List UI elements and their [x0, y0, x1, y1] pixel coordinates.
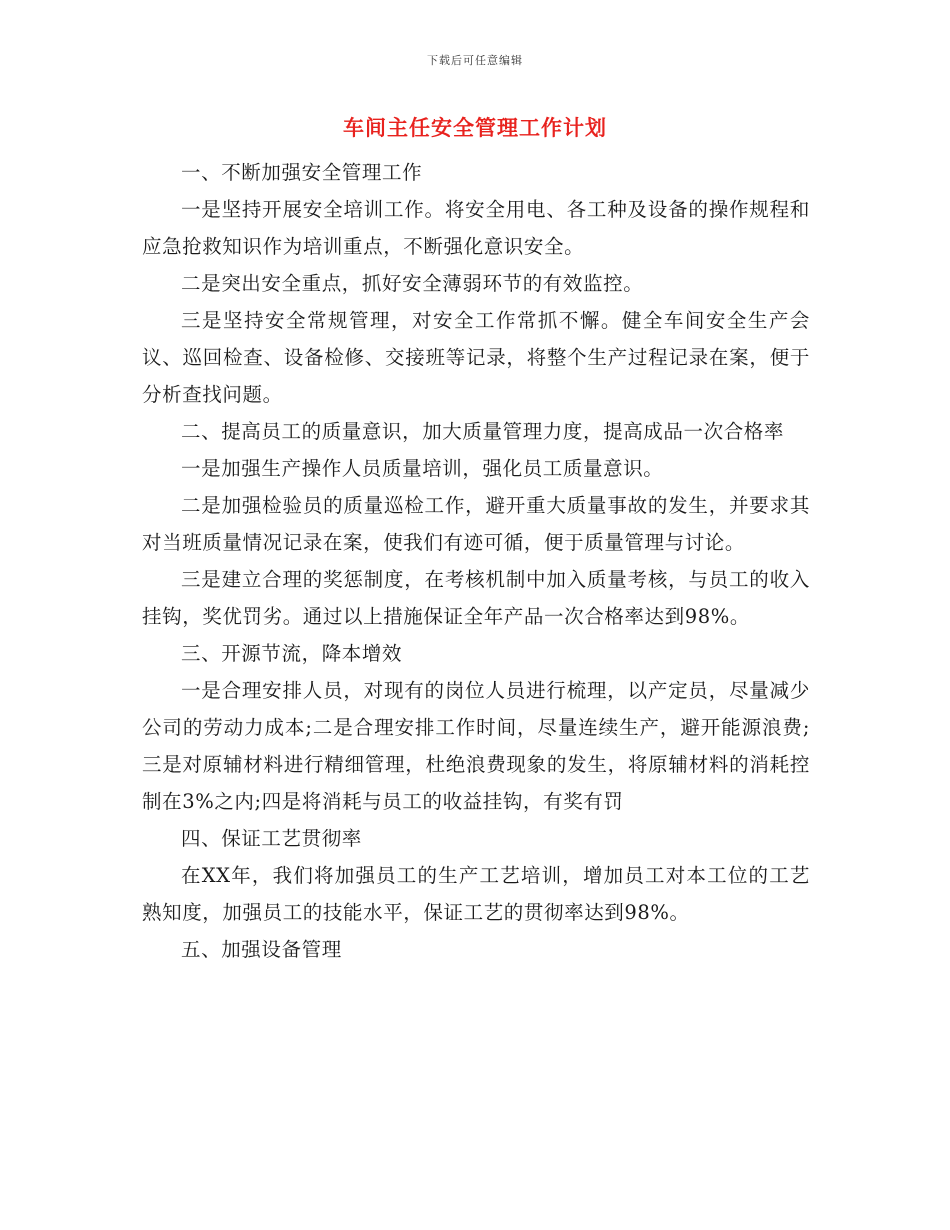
paragraph: 一是加强生产操作人员质量培训，强化员工质量意识。: [181, 457, 664, 480]
header-note: 下载后可任意编辑: [427, 54, 523, 67]
section-heading-1: 一、不断加强安全管理工作: [181, 161, 423, 184]
document-title: 车间主任安全管理工作计划: [343, 116, 607, 140]
paragraph: 一是坚持开展安全培训工作。将安全用电、各工种及设备的操作规程和应急抢救知识作为培训重点，不断强化意识安全。: [142, 198, 810, 258]
section-heading-3: 三、开源节流，降本增效: [181, 642, 403, 665]
section-heading-5: 五、加强设备管理: [181, 938, 342, 961]
paragraph: 三是建立合理的奖惩制度，在考核机制中加入质量考核，与员工的收入挂钩，奖优罚劣。通过以上措施保证全年产品一次合格率达到98%。: [142, 568, 810, 628]
paragraph: 三是坚持安全常规管理，对安全工作常抓不懈。健全车间安全生产会议、巡回检查、设备检修、交接班等记录，将整个生产过程记录在案，便于分析查找问题。: [142, 309, 810, 406]
section-heading-2: 二、提高员工的质量意识，加大质量管理力度，提高成品一次合格率: [181, 420, 785, 443]
paragraph: 二是加强检验员的质量巡检工作，避开重大质量事故的发生，并要求其对当班质量情况记录在案，使我们有迹可循，便于质量管理与讨论。: [142, 494, 810, 554]
document-body: [142, 154, 810, 968]
paragraph: 二是突出安全重点，抓好安全薄弱环节的有效监控。: [181, 272, 644, 295]
paragraph: 一是合理安排人员，对现有的岗位人员进行梳理，以产定员，尽量减少公司的劳动力成本;二是合理安排工作时间，尽量连续生产，避开能源浪费;三是对原辅材料进行精细管理，杜绝浪费现象的发生，将原辅材料的消耗控制在3%之内;四是将消耗与员工的收益挂钩，有奖有罚: [142, 679, 810, 813]
paragraph: 在XX年，我们将加强员工的生产工艺培训，增加员工对本工位的工艺熟知度，加强员工的技能水平，保证工艺的贯彻率达到98%。: [142, 864, 810, 924]
section-heading-4: 四、保证工艺贯彻率: [181, 827, 362, 850]
